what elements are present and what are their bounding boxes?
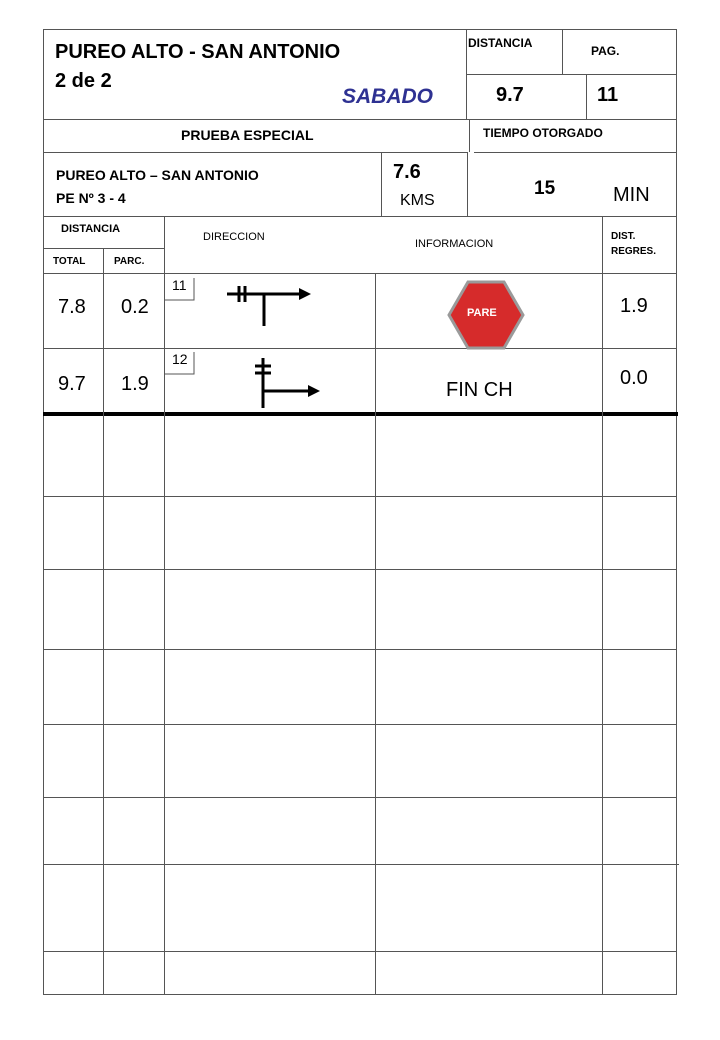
row-2-remaining: 0.0 <box>620 367 648 389</box>
row-2-number: 12 <box>172 351 188 367</box>
header-divider <box>43 119 677 120</box>
page-value-divider <box>586 74 587 119</box>
stop-sign-label: PARE <box>467 307 497 319</box>
header-col-divider <box>466 29 467 119</box>
row-1-partial: 0.2 <box>121 296 149 318</box>
col-partial-divider <box>164 216 165 995</box>
columns-divider <box>43 216 677 217</box>
left-turn-right-arrow-icon <box>250 356 322 410</box>
col-header-direction: DIRECCION <box>203 231 265 243</box>
page-number: 11 <box>597 84 619 106</box>
stage-name: PUREO ALTO – SAN ANTONIO <box>56 167 259 183</box>
time-value-divider <box>467 152 468 216</box>
page-title: PUREO ALTO - SAN ANTONIO <box>55 41 341 63</box>
col-info-divider <box>602 216 603 995</box>
t-junction-right-arrow-icon <box>222 282 312 328</box>
row-1-total: 7.8 <box>58 296 86 318</box>
time-unit: MIN <box>613 184 650 206</box>
row-divider-4 <box>43 569 677 570</box>
row-divider-1 <box>43 348 677 349</box>
col-header-total: TOTAL <box>53 256 86 267</box>
col-header-distance: DISTANCIA <box>61 223 121 235</box>
col-header-dist-remaining: DIST. <box>611 231 636 242</box>
stage-divider <box>43 152 467 153</box>
page-subtitle: 2 de 2 <box>55 70 112 92</box>
day-label: SABADO <box>342 85 434 108</box>
row-divider-3 <box>43 496 677 497</box>
section-label: PRUEBA ESPECIAL <box>181 127 314 143</box>
stage-length-unit: KMS <box>400 192 435 209</box>
columns-bottom-divider <box>43 273 677 274</box>
row-1-number: 11 <box>172 277 187 293</box>
col-header-partial: PARC. <box>114 256 145 267</box>
time-value: 15 <box>534 178 556 199</box>
time-granted-label: TIEMPO OTORGADO <box>483 126 603 140</box>
row-1-number-bracket <box>164 276 198 302</box>
distance-label: DISTANCIA <box>468 36 533 50</box>
route-end-line <box>43 412 678 416</box>
row-1-remaining: 1.9 <box>620 295 648 317</box>
row-2-partial: 1.9 <box>121 373 149 395</box>
time-col-divider <box>469 119 470 152</box>
stage-length-value: 7.6 <box>393 161 421 183</box>
distance-value: 9.7 <box>496 84 524 106</box>
row-2-number-bracket <box>164 350 198 376</box>
stage-length-divider <box>381 152 382 216</box>
row-2-info: FIN CH <box>446 379 513 401</box>
header-subdivider <box>466 74 677 75</box>
row-divider-6 <box>43 724 677 725</box>
col-direction-divider <box>375 273 376 995</box>
row-divider-5 <box>43 649 677 650</box>
row-divider-8 <box>43 864 679 865</box>
page-col-divider <box>562 29 563 74</box>
stage-code: PE Nº 3 - 4 <box>56 190 126 206</box>
col-header-dist-remaining-2: REGRES. <box>611 246 657 257</box>
row-divider-7 <box>43 797 677 798</box>
col-total-divider <box>103 248 104 995</box>
row-divider-9 <box>43 951 677 952</box>
col-header-information: INFORMACION <box>415 238 494 250</box>
page-label: PAG. <box>591 44 620 58</box>
time-divider <box>474 152 677 153</box>
row-2-total: 9.7 <box>58 373 86 395</box>
